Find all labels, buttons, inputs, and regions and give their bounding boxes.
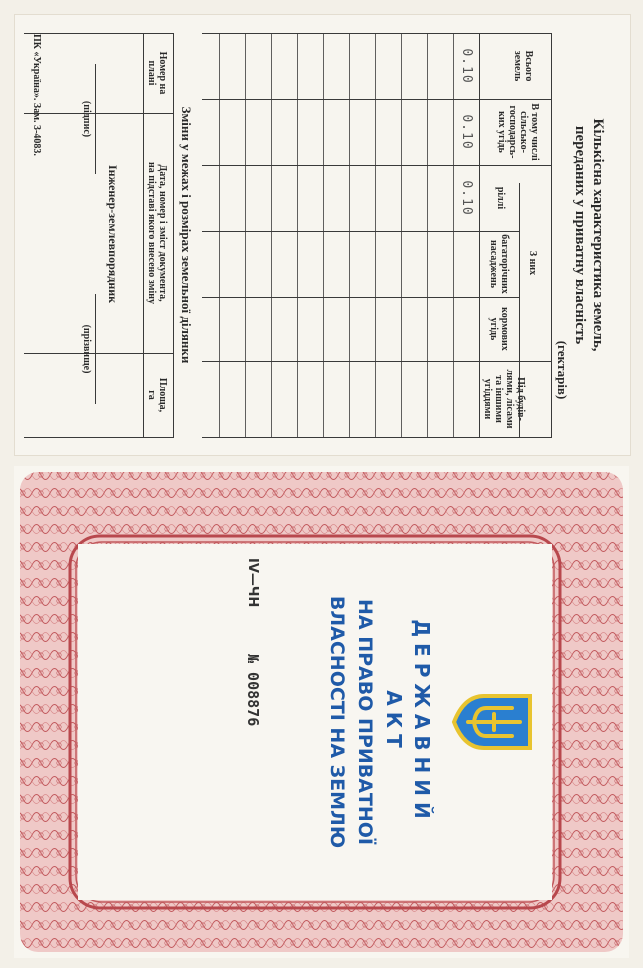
page-title-line2: переданих у приватну власність [572,125,588,345]
value-total: 0.10 [459,48,474,84]
page-title-line1: Кількісна характеристика земель, [590,118,606,352]
cover-rotated-content [78,544,552,900]
header-fodder: кормових угідь [488,307,510,351]
title-line-4: ВЛАСНОСТІ НА ЗЕМЛЮ [326,595,348,849]
signature-rotated [14,14,134,454]
title-line-2: АКТ [382,690,406,754]
surname-caption: (прізвище) [81,324,92,374]
changes-title: Зміни у межах і розмірах земельної ділянки [179,106,194,364]
value-arable: 0.10 [459,180,474,216]
certificate-cover [14,466,629,958]
title-line-1: ДЕРЖАВНИЙ [410,619,434,825]
title-line-3: НА ПРАВО ПРИВАТНОЇ [354,599,376,845]
value-agri: 0.10 [459,114,474,150]
printer-imprint: ПК «Україна». Зам. 3-4083. [31,34,42,156]
certificate-number: № 008876 [244,654,262,727]
header-buildings: Під будів- лями, лісами та іншими угіддями [482,369,526,429]
trident-emblem-icon [450,690,534,754]
units-label: (гектарів) [555,340,570,400]
header-total: Всього земель [512,50,534,82]
header-document: Дата, номер і зміст документа, на підставі якого внесено зміну [146,161,168,305]
signature-line [95,64,96,174]
header-area: Площа, га [146,377,168,413]
header-arable: ріллі [495,186,506,210]
cover-inner-panel [78,544,552,900]
header-plan-no: Номер на плані [146,51,168,95]
series-label: IV—ЧН [245,558,260,608]
surname-line [95,294,96,404]
header-agri: В тому числі сільсько- господарсь- ких угідь [496,103,540,161]
header-perennial: багаторічних насаджень [488,234,510,294]
engineer-label: Інженер-землевпорядник [106,164,120,304]
signature-area [14,14,134,454]
header-of-them: З них [527,250,538,276]
signature-caption: (підпис) [81,100,92,138]
